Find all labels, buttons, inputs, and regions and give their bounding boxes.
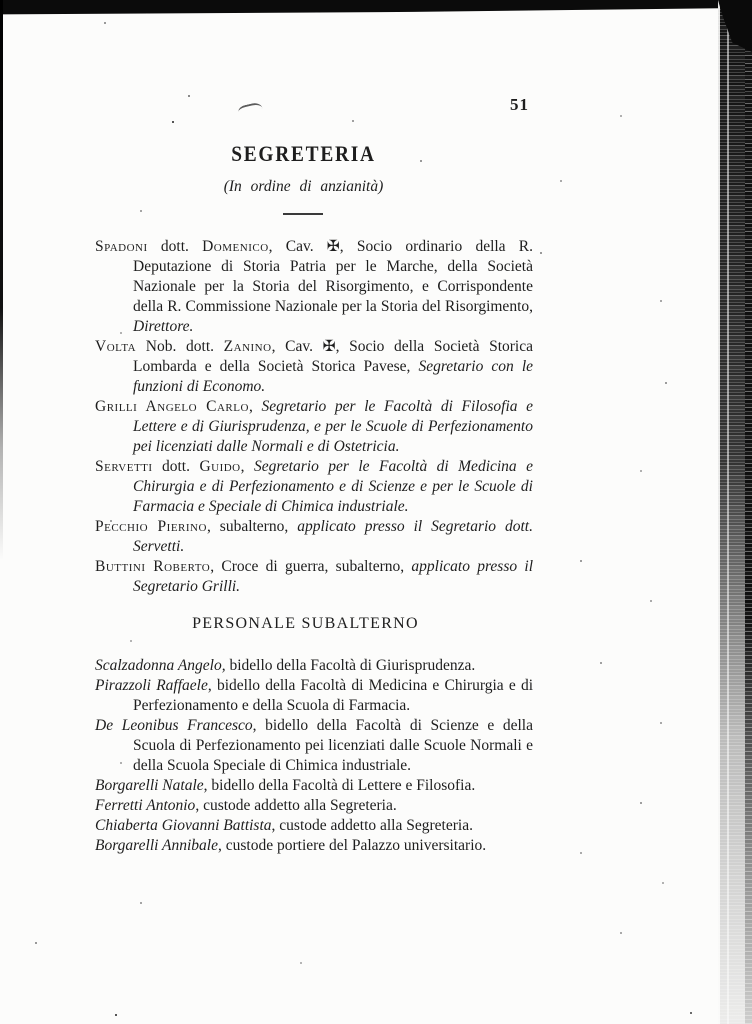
person-name: Buttini Roberto — [95, 558, 211, 575]
scan-right-binding-edge — [745, 0, 752, 1024]
entry-text: , Cav. ✠, Socio della Società Storica Lombarda e della Società Storica Pavese, — [133, 338, 534, 375]
entry-text: , Croce di guerra, subalterno, — [210, 558, 412, 575]
page-subtitle: (In ordine di anzianità) — [223, 178, 384, 195]
list-entry — [95, 776, 533, 796]
italic-role-text: De Leonibus Francesco — [95, 717, 253, 734]
person-name: Grilli Angelo Carlo — [95, 398, 249, 415]
entry-text: , subalterno, — [206, 518, 298, 535]
list-entry — [95, 656, 533, 676]
italic-role-text: Borgarelli Natale — [95, 777, 204, 794]
person-name: Servetti — [95, 458, 153, 475]
person-name: Spadoni — [95, 238, 148, 255]
person-name: Guido — [199, 458, 241, 475]
italic-role-text: Borgarelli Annibale — [95, 837, 218, 854]
list-entry — [95, 676, 533, 716]
entry-text: bidello della Facoltà di Giurisprudenza. — [225, 657, 476, 674]
list-entry — [95, 517, 533, 557]
entry-text: , — [240, 458, 254, 475]
list-entry — [95, 816, 533, 836]
stray-ink-mark — [238, 101, 263, 113]
page-title: SEGRETERIA — [231, 141, 376, 166]
scan-top-edge — [0, 0, 752, 18]
list-entry — [95, 457, 533, 517]
entry-text: , custode addetto alla Segreteria. — [271, 817, 473, 834]
header-rule — [283, 213, 323, 215]
person-name: Zanino — [223, 338, 272, 355]
subaltern-personnel-list — [95, 656, 533, 856]
italic-role-text: Direttore. — [133, 318, 194, 335]
italic-role-text: Segretario con le funzioni di Economo. — [133, 358, 534, 395]
italic-role-text: Scalzadonna Angelo, — [95, 657, 226, 674]
page-number: 51 — [510, 95, 529, 114]
entry-text: , custode addetto alla Segreteria. — [195, 797, 397, 814]
entry-text: dott. — [147, 238, 203, 255]
person-name: Pecchio Pierino — [95, 518, 207, 535]
italic-role-text: applicato presso il Segretario dott. Servetti. — [133, 518, 533, 555]
entry-text: dott. — [152, 458, 200, 475]
italic-role-text: Ferretti Antonio — [95, 797, 196, 814]
entry-text: , custode portiere del Palazzo universitario. — [218, 837, 487, 854]
entry-text: Nob. dott. — [136, 338, 224, 355]
person-name: Volta — [95, 338, 137, 355]
italic-role-text: Chiaberta Giovanni Battista — [95, 817, 272, 834]
entry-text: , Cav. ✠, Socio ordinario della R. Deputazione di Storia Patria per le Marche, della Società Nazionale per la Storia del Risorgimento, e Corrispondente della R. Commissione Nazionale per la Storia del Risorgimento, — [133, 238, 533, 315]
section-heading-personale-subalterno: PERSONALE SUBALTERNO — [192, 615, 419, 632]
list-entry — [95, 237, 533, 337]
entry-text: , bidello della Facoltà di Scienze e della Scuola di Perfezionamento pei licenziati dalle Scuole Normali e della Scuola Speciale di Chimica industriale. — [133, 717, 533, 774]
list-entry — [95, 836, 533, 856]
entry-text: , bidello della Facoltà di Lettere e Filosofia. — [203, 777, 476, 794]
seniority-list — [95, 237, 533, 597]
list-entry — [95, 796, 533, 816]
person-name: Domenico — [202, 238, 269, 255]
paper-speckles — [0, 0, 2, 2]
scan-left-edge — [0, 0, 3, 560]
italic-role-text: Segretario per le Facoltà di Medicina e Chirurgia e di Perfezionamento e di Scienze e per le Scuole di Farmacia e Speciale di Chimica industriale. — [133, 458, 534, 515]
list-entry — [95, 716, 533, 776]
italic-role-text: Segretario per le Facoltà di Filosofia e Lettere e di Giurisprudenza, e per le Scuole di Perfezionamento pei licenziati dalle Normali e di Ostetricia. — [133, 398, 533, 455]
italic-role-text: applicato presso il Segretario Grilli. — [133, 558, 533, 595]
list-entry — [95, 397, 533, 457]
entry-text: , — [248, 398, 262, 415]
italic-role-text: Pirazzoli Raffaele — [95, 677, 208, 694]
list-entry — [95, 337, 533, 397]
entry-text: , bidello della Facoltà di Medicina e Chirurgia e di Perfezionamento e della Scuola di Farmacia. — [133, 677, 533, 714]
list-entry — [95, 557, 533, 597]
